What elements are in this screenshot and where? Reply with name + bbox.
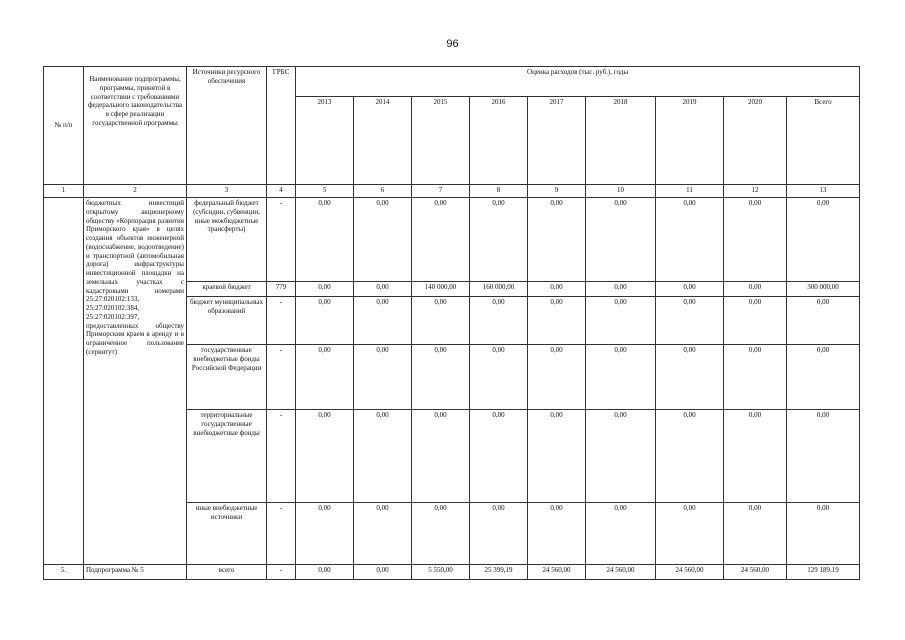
value-cell: 0,00 xyxy=(586,503,656,565)
value-cell: 140 000,00 xyxy=(412,282,470,297)
grbs-cell: - xyxy=(267,503,296,565)
header-year: 2019 xyxy=(656,97,724,185)
budget-table xyxy=(43,66,860,580)
subprogram-name: Подпрограмма № 5 xyxy=(84,565,187,580)
header-year: 2018 xyxy=(586,97,656,185)
value-cell: 0,00 xyxy=(724,198,787,282)
header-year: 2015 xyxy=(412,97,470,185)
value-cell: 129 189,19 xyxy=(787,565,860,580)
index-cell: 1 xyxy=(44,185,84,198)
value-cell: 0,00 xyxy=(354,282,412,297)
value-cell: 0,00 xyxy=(528,345,586,410)
value-cell: 0,00 xyxy=(470,297,528,345)
value-cell: 160 000,00 xyxy=(470,282,528,297)
value-cell: 0,00 xyxy=(412,345,470,410)
value-cell: 0,00 xyxy=(354,345,412,410)
value-cell: 0,00 xyxy=(724,345,787,410)
value-cell: 24 560,00 xyxy=(528,565,586,580)
header-year: 2020 xyxy=(724,97,787,185)
header-year: 2016 xyxy=(470,97,528,185)
header-year: 2017 xyxy=(528,97,586,185)
value-cell: 0,00 xyxy=(412,410,470,503)
grbs-cell: - xyxy=(267,410,296,503)
value-cell: 0,00 xyxy=(354,565,412,580)
value-cell: 0,00 xyxy=(724,282,787,297)
source-cell: иные внебюджетные источники xyxy=(187,503,267,565)
grbs-cell: - xyxy=(267,198,296,282)
value-cell: 0,00 xyxy=(354,198,412,282)
value-cell: 0,00 xyxy=(586,410,656,503)
value-cell: 0,00 xyxy=(656,410,724,503)
value-cell: 0,00 xyxy=(296,297,354,345)
value-cell: 0,00 xyxy=(354,503,412,565)
index-cell: 9 xyxy=(528,185,586,198)
row-num-cell: 5. xyxy=(44,565,84,580)
value-cell: 0,00 xyxy=(724,297,787,345)
source-cell: всего xyxy=(187,565,267,580)
source-cell: бюджет муниципальных образований xyxy=(187,297,267,345)
value-cell: 24 560,00 xyxy=(724,565,787,580)
value-cell: 0,00 xyxy=(724,503,787,565)
value-cell: 0,00 xyxy=(354,297,412,345)
value-cell: 0,00 xyxy=(656,297,724,345)
index-cell: 7 xyxy=(412,185,470,198)
value-cell: 0,00 xyxy=(296,503,354,565)
source-cell: краевой бюджет xyxy=(187,282,267,297)
grbs-cell: 779 xyxy=(267,282,296,297)
value-cell: 0,00 xyxy=(586,198,656,282)
source-cell: территориальные государственные внебюджетные фонды xyxy=(187,410,267,503)
value-cell: 0,00 xyxy=(586,297,656,345)
value-cell: 0,00 xyxy=(296,198,354,282)
value-cell: 0,00 xyxy=(656,503,724,565)
page-number: 96 xyxy=(446,38,459,50)
index-cell: 8 xyxy=(470,185,528,198)
value-cell: 0,00 xyxy=(787,503,860,565)
grbs-cell: - xyxy=(267,345,296,410)
index-cell: 6 xyxy=(354,185,412,198)
value-cell: 0,00 xyxy=(528,282,586,297)
value-cell: 0,00 xyxy=(296,410,354,503)
header-year: 2013 xyxy=(296,97,354,185)
source-cell: государственные внебюджетные фонды Российской Федерации xyxy=(187,345,267,410)
index-cell: 11 xyxy=(656,185,724,198)
grbs-cell: - xyxy=(267,565,296,580)
value-cell: 0,00 xyxy=(656,198,724,282)
value-cell: 0,00 xyxy=(787,410,860,503)
table-row xyxy=(44,198,860,282)
value-cell: 0,00 xyxy=(586,345,656,410)
value-cell: 0,00 xyxy=(470,345,528,410)
row-num-cell xyxy=(44,198,84,565)
index-cell: 5 xyxy=(296,185,354,198)
value-cell: 0,00 xyxy=(296,565,354,580)
source-cell: федеральный бюджет (субсидии, субвенции, иные межбюджетные трансферты) xyxy=(187,198,267,282)
header-estimate: Оценка расходов (тыс. руб.), годы xyxy=(296,67,860,97)
index-cell: 12 xyxy=(724,185,787,198)
value-cell: 0,00 xyxy=(470,503,528,565)
index-row xyxy=(44,185,860,198)
value-cell: 0,00 xyxy=(787,297,860,345)
index-cell: 13 xyxy=(787,185,860,198)
value-cell: 5 550,00 xyxy=(412,565,470,580)
value-cell: 300 000,00 xyxy=(787,282,860,297)
value-cell: 0,00 xyxy=(787,198,860,282)
header-name: Наименование подпрограммы, программы, принятой в соответствии с требованиями федерального законодательства в сфере реализации государственной программы xyxy=(84,67,187,185)
value-cell: 0,00 xyxy=(656,345,724,410)
index-cell: 3 xyxy=(187,185,267,198)
index-cell: 10 xyxy=(586,185,656,198)
value-cell: 25 399,19 xyxy=(470,565,528,580)
value-cell: 24 560,00 xyxy=(586,565,656,580)
value-cell: 24 560,00 xyxy=(656,565,724,580)
header-num: № п/п xyxy=(44,67,84,185)
value-cell: 0,00 xyxy=(470,410,528,503)
header-source: Источники ресурсного обеспечения xyxy=(187,67,267,185)
value-cell: 0,00 xyxy=(528,297,586,345)
value-cell: 0,00 xyxy=(296,282,354,297)
value-cell: 0,00 xyxy=(586,282,656,297)
header-year: 2014 xyxy=(354,97,412,185)
value-cell: 0,00 xyxy=(470,198,528,282)
value-cell: 0,00 xyxy=(354,410,412,503)
value-cell: 0,00 xyxy=(296,345,354,410)
value-cell: 0,00 xyxy=(656,282,724,297)
header-row xyxy=(44,67,860,97)
value-cell: 0,00 xyxy=(787,345,860,410)
subprogram-row xyxy=(44,565,860,580)
measure-description: бюджетных инвестиций открытому акционерному обществу «Корпорация развития Приморского края» в целях создания объектов инженерной (водоснабжение, водоотведение) и транспортной (автомобильная дорога) инфраструктуры инвестиционной площадки на земельных участках с кадастровыми номерами 25:27:020102:133, 25:27:020102:384, 25:27:020102:397, предоставленных обществу Приморским краем в аренду и в ограниченное пользование (сервитут) xyxy=(84,198,187,565)
value-cell: 0,00 xyxy=(724,410,787,503)
value-cell: 0,00 xyxy=(528,503,586,565)
index-cell: 4 xyxy=(267,185,296,198)
value-cell: 0,00 xyxy=(412,297,470,345)
header-total: Всего xyxy=(787,97,860,185)
grbs-cell: - xyxy=(267,297,296,345)
value-cell: 0,00 xyxy=(528,410,586,503)
header-grbs: ГРБС xyxy=(267,67,296,185)
value-cell: 0,00 xyxy=(528,198,586,282)
value-cell: 0,00 xyxy=(412,198,470,282)
index-cell: 2 xyxy=(84,185,187,198)
budget-table-body xyxy=(44,67,860,580)
value-cell: 0,00 xyxy=(412,503,470,565)
